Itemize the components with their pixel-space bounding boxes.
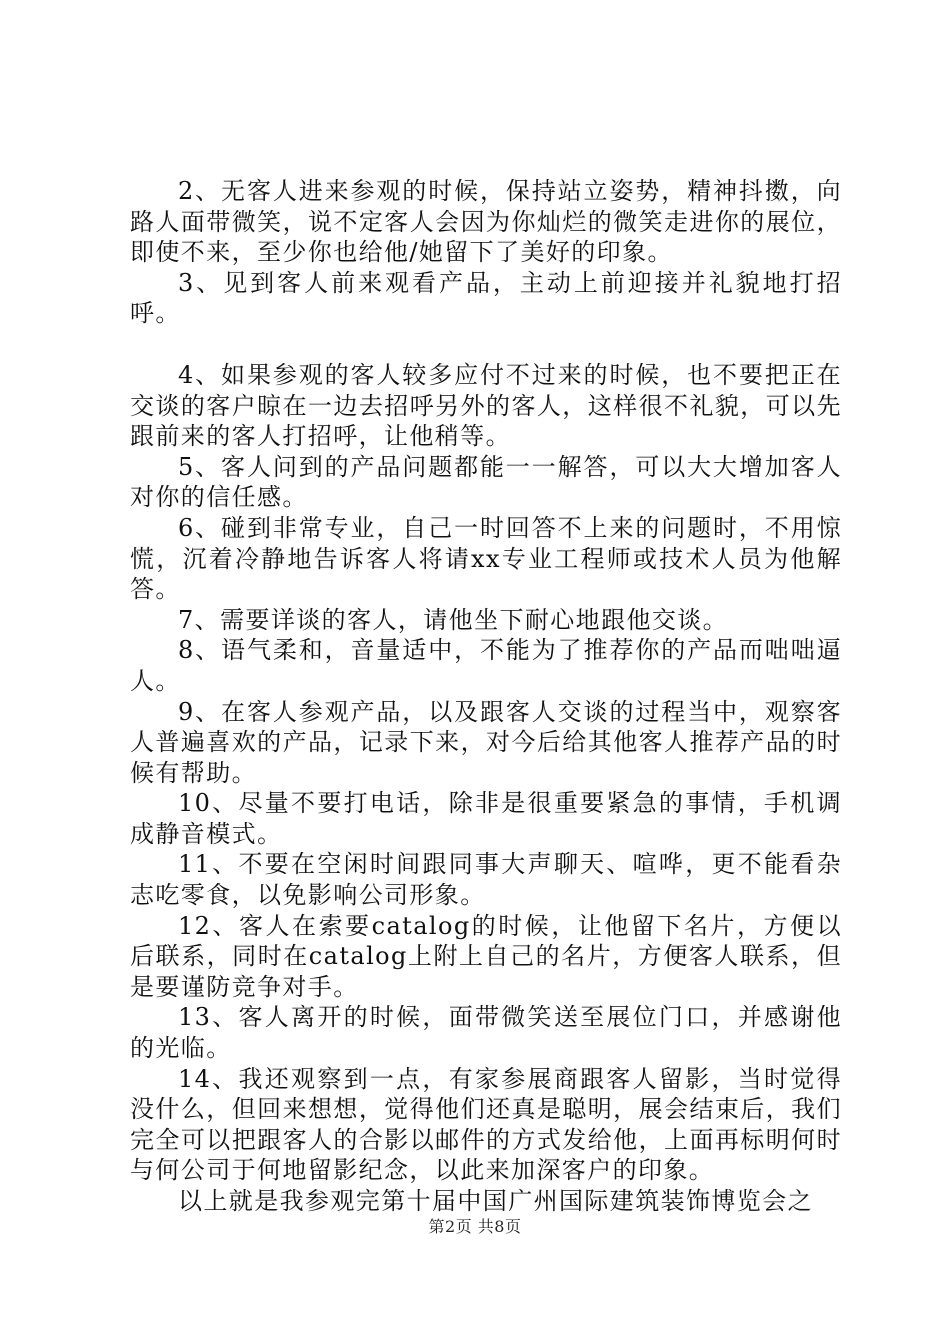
paragraph-item-10: 10、尽量不要打电话，除非是很重要紧急的事情，手机调成静音模式。 bbox=[130, 789, 842, 848]
paragraph-conclusion: 以上就是我参观完第十届中国广州国际建筑装饰博览会之 bbox=[178, 1187, 813, 1215]
paragraph-item-13: 13、客人离开的时候，面带微笑送至展位门口，并感谢他的光临。 bbox=[130, 1003, 842, 1063]
page-footer: 第2页 共8页 bbox=[428, 1217, 522, 1236]
paragraph-item-4: 4、如果参观的客人较多应付不过来的时候，也不要把正在交谈的客户晾在一边去招呼另外的客人，这样很不礼貌，可以先跟前来的客人打招呼，让他稍等。 bbox=[130, 360, 842, 451]
paragraph-item-8: 8、语气柔和，音量适中，不能为了推荐你的产品而咄咄逼人。 bbox=[130, 636, 842, 695]
paragraph-item-7: 7、需要详谈的客人，请他坐下耐心地跟他交谈。 bbox=[178, 605, 729, 634]
paragraph-item-5: 5、客人问到的产品问题都能一一解答，可以大大增加客人对你的信任感。 bbox=[130, 452, 842, 512]
document-body bbox=[130, 176, 842, 1217]
paragraph-item-3: 3、见到客人前来观看产品，主动上前迎接并礼貌地打招呼。 bbox=[130, 268, 842, 328]
paragraph-item-11: 11、不要在空闲时间跟同事大声聊天、喧哗，更不能看杂志吃零食，以免影响公司形象。 bbox=[130, 850, 842, 910]
paragraph-item-9: 9、在客人参观产品，以及跟客人交谈的过程当中，观察客人普遍喜欢的产品，记录下来，对今后给其他客人推荐产品的时候有帮助。 bbox=[130, 697, 842, 787]
paragraph-item-12: 12、客人在索要catalog的时候，让他留下名片，方便以后联系，同时在catalog上附上自己的名片，方便客人联系，但是要谨防竞争对手。 bbox=[130, 911, 842, 1001]
paragraph-item-2: 2、无客人进来参观的时候，保持站立姿势，精神抖擞，向路人面带微笑，说不定客人会因为你灿烂的微笑走进你的展位，即使不来，至少你也给他/她留下了美好的印象。 bbox=[130, 177, 842, 267]
paragraph-item-6: 6、碰到非常专业，自己一时回答不上来的问题时，不用惊慌，沉着冷静地告诉客人将请xx专业工程师或技术人员为他解答。 bbox=[130, 513, 842, 604]
paragraph-item-14: 14、我还观察到一点，有家参展商跟客人留影，当时觉得没什么，但回来想想，觉得他们还真是聪明，展会结束后，我们完全可以把跟客人的合影以邮件的方式发给他，上面再标明何时与何公司于何地留影纪念，以此来加深客户的印象。 bbox=[130, 1064, 842, 1185]
